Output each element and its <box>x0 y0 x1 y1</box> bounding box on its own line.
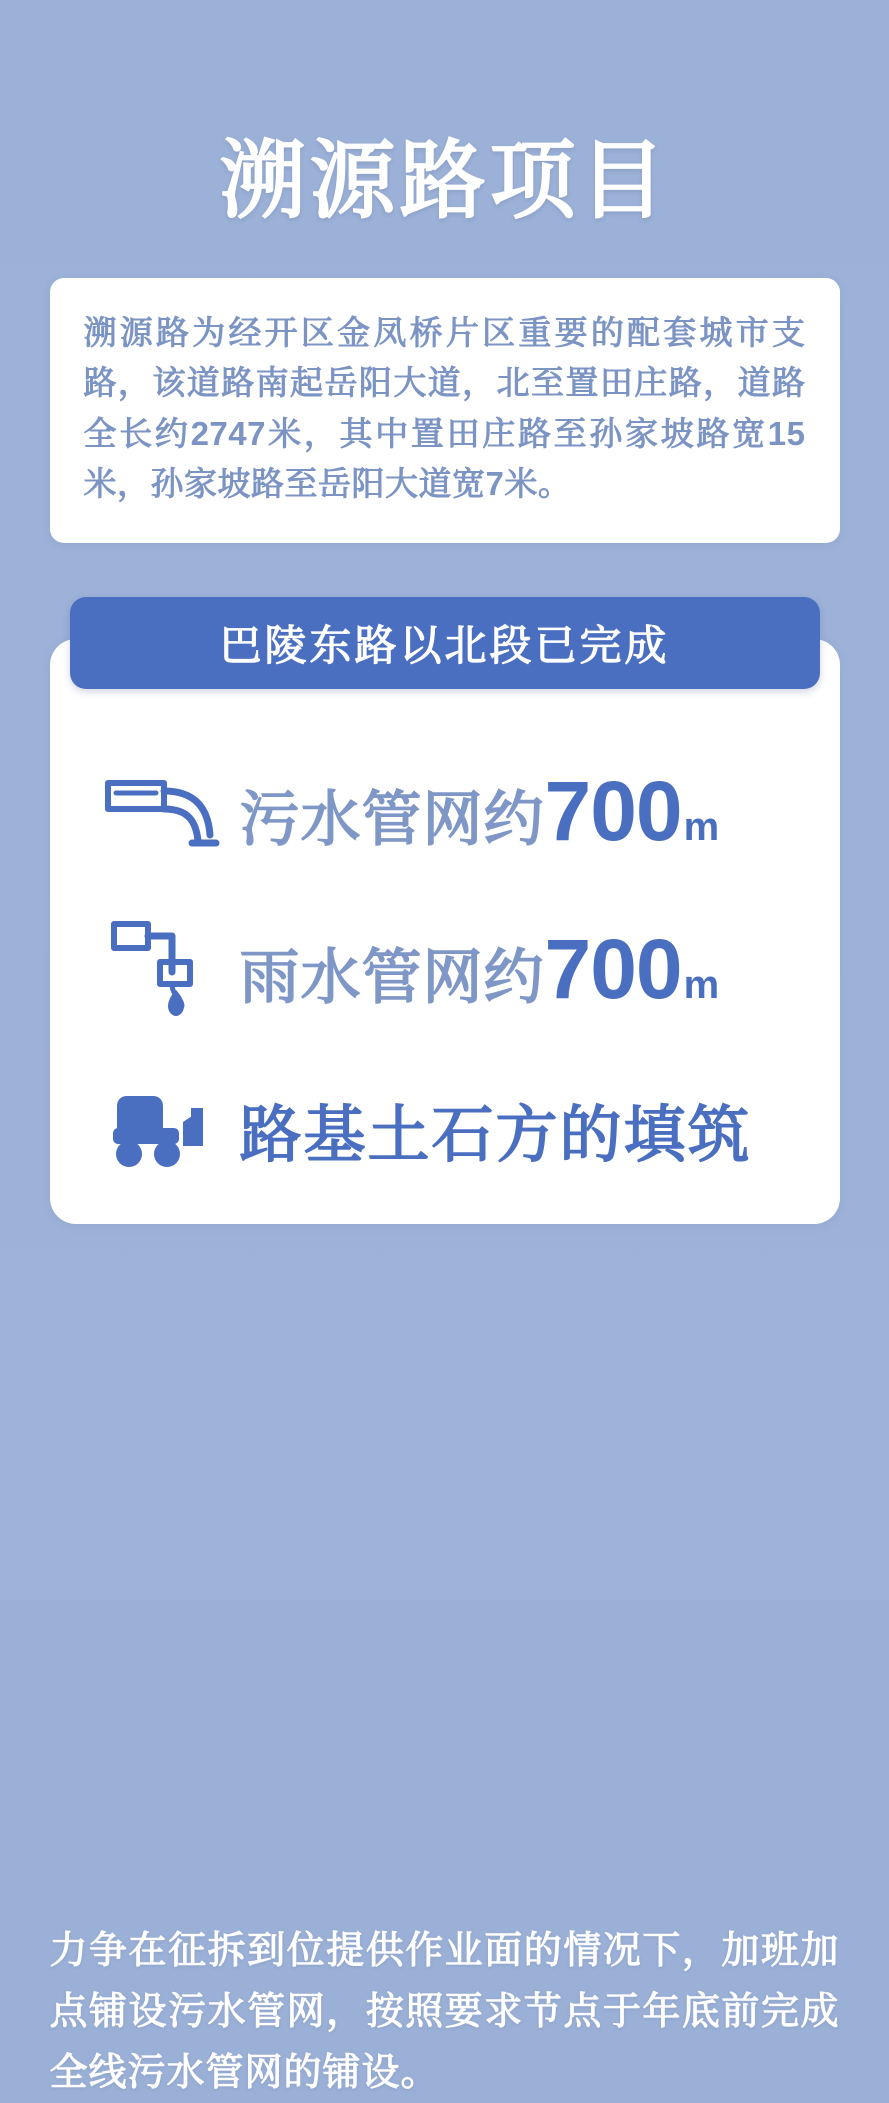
stat-row <box>50 893 840 1051</box>
stat-row-value: 700 <box>544 764 682 859</box>
stat-row-text <box>239 922 720 1017</box>
stat-row-unit: m <box>683 805 720 850</box>
stat-row-text <box>240 1085 752 1174</box>
section-header <box>70 597 820 689</box>
stat-row-label: 路基土石方的填筑 <box>239 1101 752 1171</box>
page-title: 溯源路项目 <box>219 133 670 229</box>
stat-row-text <box>239 764 720 859</box>
stat-row <box>50 1051 840 1209</box>
rainwater-pipe-icon <box>96 906 228 1038</box>
stat-row-unit: m <box>683 963 720 1008</box>
footer-note: 力争在征拆到位提供作业面的情况下，加班加点铺设污水管网，按照要求节点于年底前完成全线污水管网的铺设。 <box>49 1929 840 2094</box>
stat-row-value: 700 <box>544 922 682 1017</box>
intro-text: 溯源路为经开区金凤桥片区重要的配套城市支路，该道路南起岳阳大道，北至置田庄路，道路全长约2747米，其中置田庄路至孙家坡路宽15米，孙家坡路至岳阳大道宽7米。 <box>83 314 806 502</box>
stat-rows <box>50 689 840 1209</box>
stat-row <box>50 735 840 893</box>
completed-section <box>50 597 840 1209</box>
stat-row-label: 雨水管网约 <box>239 944 545 1012</box>
sewage-pipe-icon <box>96 748 228 880</box>
section-header-label: 巴陵东路以北段已完成 <box>219 621 670 669</box>
bulldozer-icon <box>96 1064 228 1196</box>
stat-row-label: 污水管网约 <box>239 786 545 854</box>
intro-card <box>50 278 840 543</box>
